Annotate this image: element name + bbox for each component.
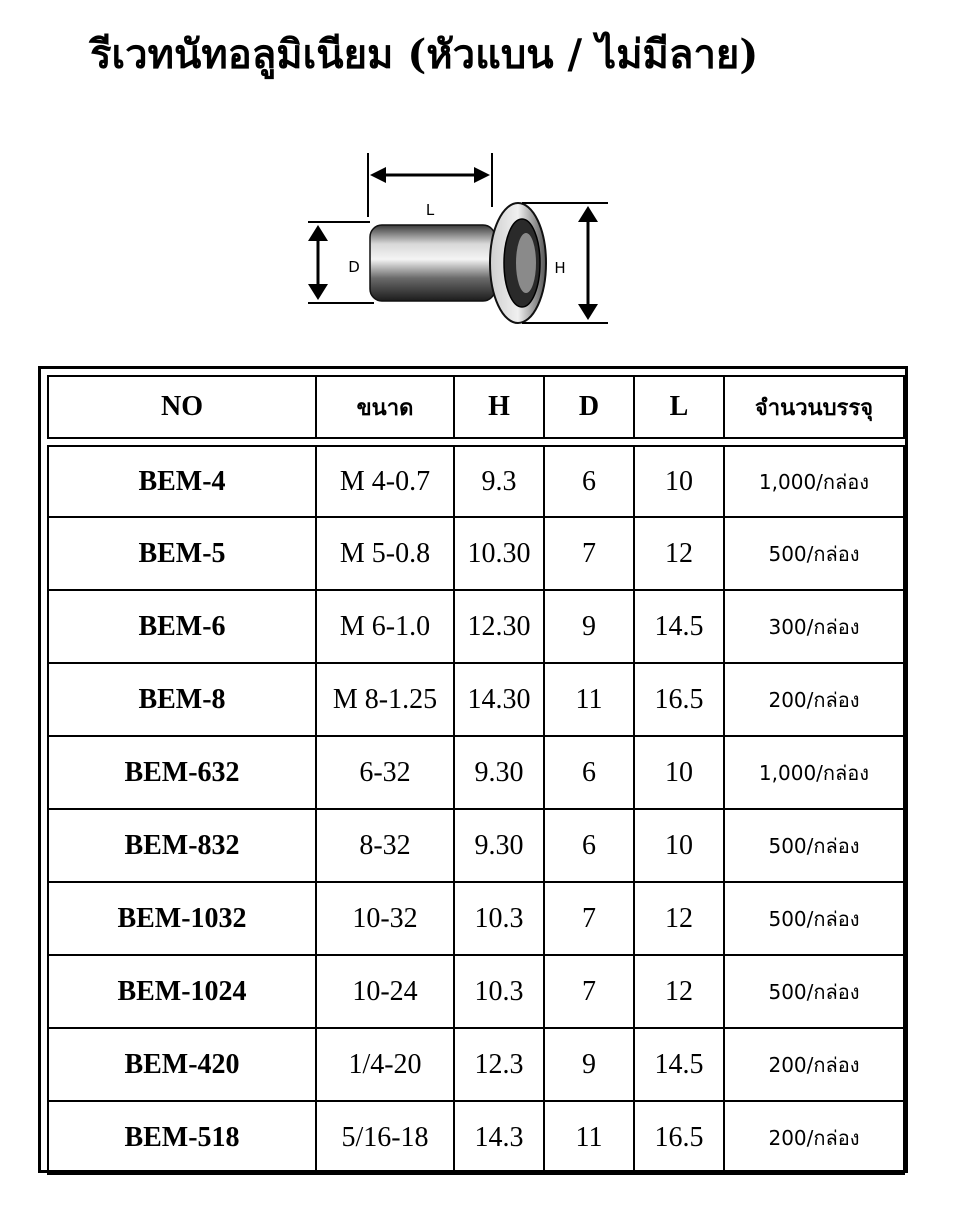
cell-size: 6-32: [315, 735, 455, 810]
cell-size: 10-24: [315, 954, 455, 1029]
cell-size: 10-32: [315, 881, 455, 956]
header-no: NO: [47, 375, 317, 439]
cell-d: 7: [543, 881, 635, 956]
cell-size: M 8-1.25: [315, 662, 455, 737]
cell-l: 14.5: [633, 1027, 725, 1102]
spec-table-grid: [47, 375, 899, 1164]
page-title: รีเวทนัทอลูมิเนียม (หัวแบน / ไม่มีลาย): [90, 31, 759, 78]
cell-no: BEM-8: [47, 662, 317, 737]
cell-d: 7: [543, 516, 635, 591]
header-qty: จำนวนบรรจุ: [723, 375, 905, 439]
cell-d: 11: [543, 1100, 635, 1175]
cell-no: BEM-5: [47, 516, 317, 591]
cell-h: 9.3: [453, 445, 545, 518]
cell-d: 7: [543, 954, 635, 1029]
cell-l: 14.5: [633, 589, 725, 664]
header-l: L: [633, 375, 725, 439]
cell-d: 6: [543, 735, 635, 810]
d-dimension-label: D: [348, 258, 360, 276]
cell-l: 12: [633, 516, 725, 591]
cell-size: M 4-0.7: [315, 445, 455, 518]
cell-h: 10.3: [453, 881, 545, 956]
cell-h: 10.3: [453, 954, 545, 1029]
cell-l: 10: [633, 445, 725, 518]
cell-d: 6: [543, 445, 635, 518]
cell-h: 14.3: [453, 1100, 545, 1175]
cell-l: 10: [633, 735, 725, 810]
cell-size: M 5-0.8: [315, 516, 455, 591]
cell-d: 6: [543, 808, 635, 883]
cell-no: BEM-832: [47, 808, 317, 883]
cell-qty: 500/กล่อง: [723, 954, 905, 1029]
cell-qty: 200/กล่อง: [723, 662, 905, 737]
spec-table: [38, 366, 908, 1173]
cell-size: 1/4-20: [315, 1027, 455, 1102]
cell-no: BEM-1032: [47, 881, 317, 956]
cell-no: BEM-1024: [47, 954, 317, 1029]
cell-qty: 500/กล่อง: [723, 881, 905, 956]
cell-h: 9.30: [453, 808, 545, 883]
cell-h: 12.30: [453, 589, 545, 664]
cell-size: 5/16-18: [315, 1100, 455, 1175]
cell-no: BEM-4: [47, 445, 317, 518]
cell-d: 9: [543, 1027, 635, 1102]
cell-qty: 500/กล่อง: [723, 808, 905, 883]
cell-l: 10: [633, 808, 725, 883]
rivet-nut-diagram: [290, 145, 630, 345]
cell-l: 12: [633, 881, 725, 956]
cell-h: 14.30: [453, 662, 545, 737]
cell-no: BEM-518: [47, 1100, 317, 1175]
cell-no: BEM-420: [47, 1027, 317, 1102]
cell-h: 10.30: [453, 516, 545, 591]
header-h: H: [453, 375, 545, 439]
header-d: D: [543, 375, 635, 439]
cell-l: 12: [633, 954, 725, 1029]
cell-qty: 500/กล่อง: [723, 516, 905, 591]
cell-qty: 200/กล่อง: [723, 1027, 905, 1102]
cell-qty: 1,000/กล่อง: [723, 735, 905, 810]
cell-l: 16.5: [633, 662, 725, 737]
cell-h: 12.3: [453, 1027, 545, 1102]
header-size: ขนาด: [315, 375, 455, 439]
cell-d: 11: [543, 662, 635, 737]
h-dimension-label: H: [554, 259, 566, 277]
cell-qty: 300/กล่อง: [723, 589, 905, 664]
cell-size: 8-32: [315, 808, 455, 883]
cell-qty: 1,000/กล่อง: [723, 445, 905, 518]
cell-qty: 200/กล่อง: [723, 1100, 905, 1175]
cell-h: 9.30: [453, 735, 545, 810]
cell-d: 9: [543, 589, 635, 664]
cell-l: 16.5: [633, 1100, 725, 1175]
cell-no: BEM-6: [47, 589, 317, 664]
cell-no: BEM-632: [47, 735, 317, 810]
l-dimension-label: L: [425, 201, 435, 219]
cell-size: M 6-1.0: [315, 589, 455, 664]
